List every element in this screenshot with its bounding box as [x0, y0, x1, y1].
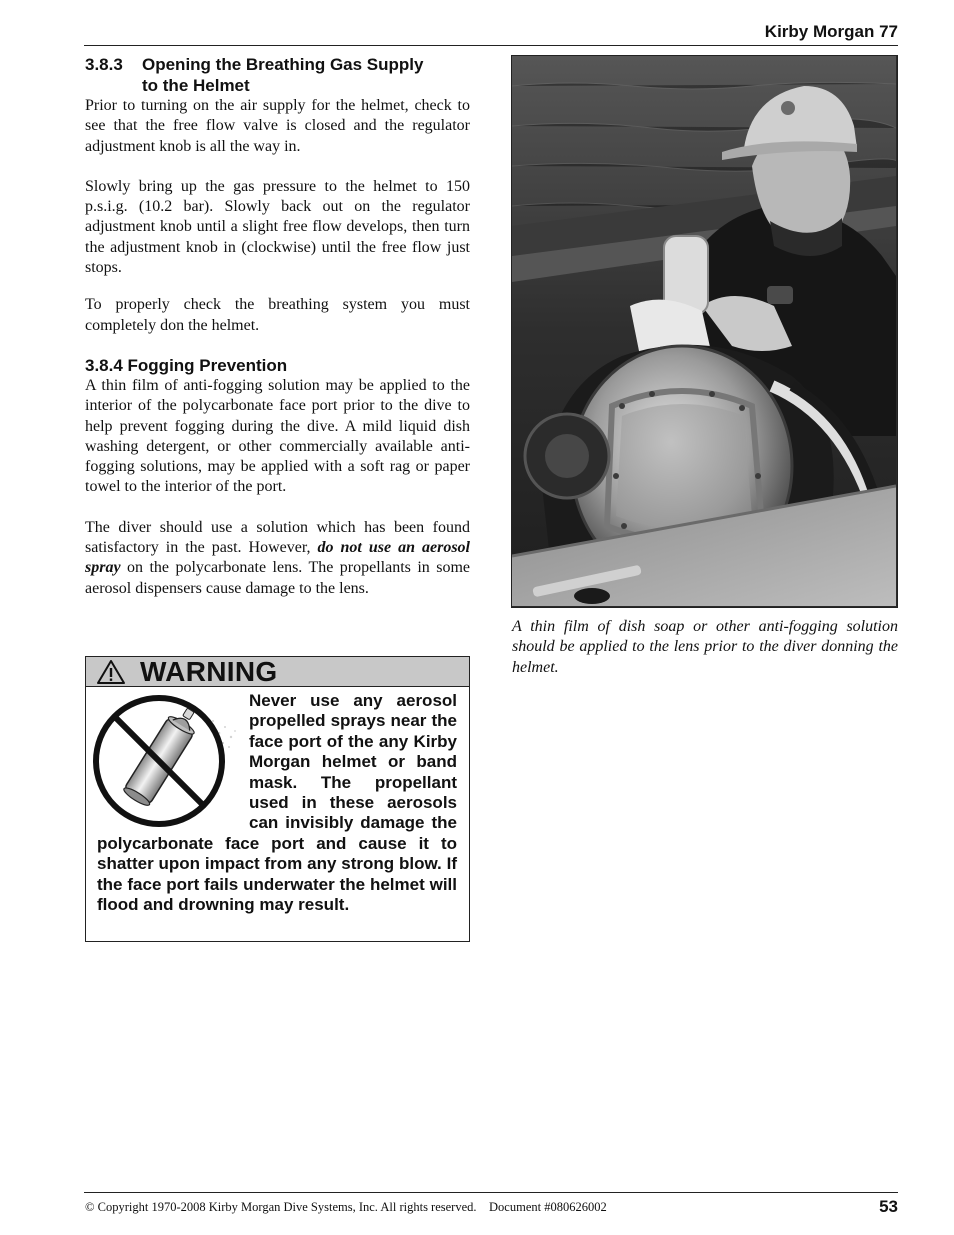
footer-copyright: © Copyright 1970-2008 Kirby Morgan Dive Systems, Inc. All rights reserved. Document #080626002 [85, 1200, 607, 1214]
running-header: Kirby Morgan 77 [764, 22, 898, 41]
left-column [85, 54, 470, 599]
diver-photo-image [512, 56, 896, 606]
figure-caption: A thin film of dish soap or other anti-fogging solution should be applied to the lens prior to the diver donning the helmet. [512, 618, 898, 676]
warning-header [86, 657, 469, 687]
caution-text-part2: on the polycarbonate lens. The propellants in some aerosol dispensers cause damage to the lens. [85, 559, 470, 597]
diver-helmet-photo [511, 55, 898, 608]
header-rule [84, 45, 898, 46]
page-number: 53 [879, 1197, 898, 1216]
caution-emphasis: do not use an aerosol spray [85, 539, 471, 577]
warning-triangle-icon [96, 659, 126, 685]
warning-box [85, 656, 470, 942]
paragraph-anti-fog: A thin film of anti-fogging solution may be applied to the interior of the polycarbonate face port prior to the dive to help prevent fogging during the dive. A mild liquid dish washing detergent, or other commercially available anti-fogging solutions, may be applied with a soft rag or paper towel to the interior of the port. [85, 376, 470, 496]
paragraph-check-valves: Prior to turning on the air supply for the helmet, check to see that the free flow valve is closed and the regulator adjustment knob is all the way in. [85, 97, 470, 155]
warning-title: WARNING [140, 655, 278, 687]
section-number: 3.8.3 [85, 55, 123, 74]
section-title-line2: to the Helmet [142, 76, 250, 95]
paragraph-gas-pressure: Slowly bring up the gas pressure to the helmet to 150 p.s.i.g. (10.2 bar). Slowly back out on the regulator adjustment knob until a slight free flow develops, then turn the adjustment knob in (clockwise) until the free flow just stops. [85, 177, 470, 277]
no-aerosol-spray-icon [89, 691, 241, 831]
section-heading-3-8-3 [85, 54, 470, 96]
paragraph-aerosol-caution [85, 518, 470, 599]
section-heading-3-8-4: 3.8.4 Fogging Prevention [85, 355, 288, 375]
warning-text: Never use any aerosol propelled sprays near the face port of the any Kirby Morgan helmet or band mask. The propellant used in these aerosols can invisibly damage the polycarbonate face port and cause it to shatter upon impact from any strong blow. If the face port fails underwater the helmet will flood and drowning may result. [97, 691, 457, 915]
warning-body [86, 687, 469, 915]
section-title-line1: Opening the Breathing Gas Supply [142, 55, 424, 74]
footer-rule [84, 1192, 898, 1193]
paragraph-don-helmet: To properly check the breathing system you must completely don the helmet. [85, 296, 470, 334]
caution-text-part1: The diver should use a solution which has been found satisfactory in the past. However, [85, 518, 470, 557]
